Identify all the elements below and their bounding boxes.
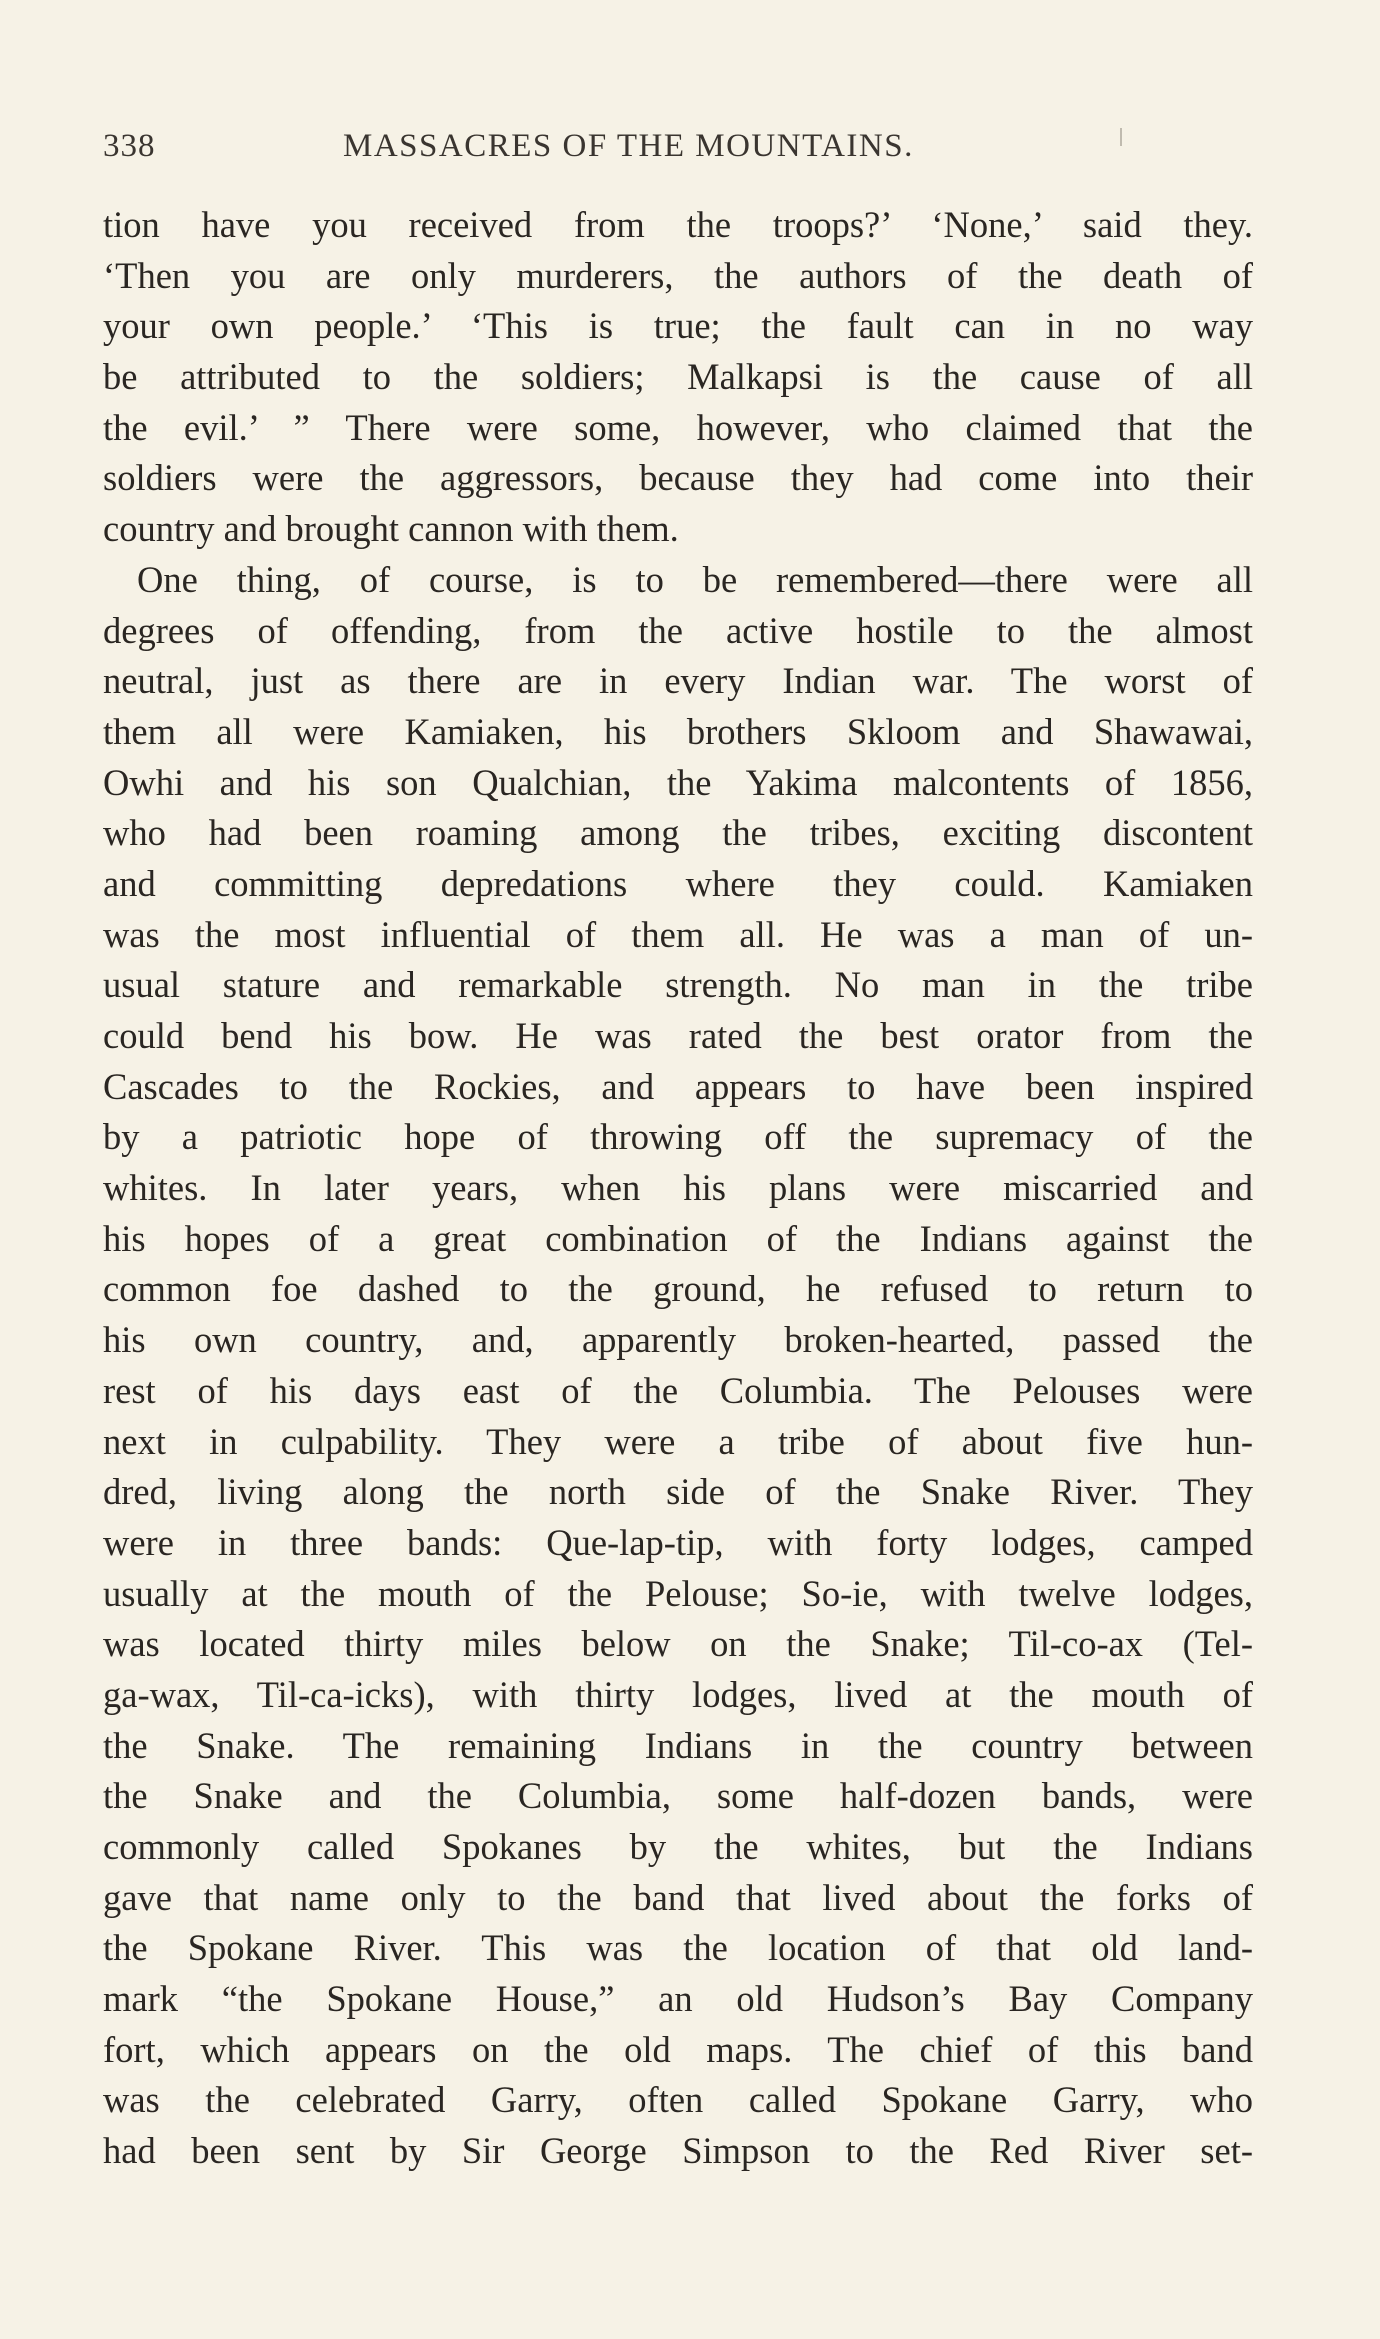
text-line: be attributed to the soldiers; Malkapsi is the cause of all (103, 356, 1253, 398)
running-head: MASSACRES OF THE MOUNTAINS. (343, 128, 914, 164)
text-line: was located thirty miles below on the Snake; Til-co-ax (Tel- (103, 1623, 1253, 1665)
text-line: rest of his days east of the Columbia. The Pelouses were (103, 1369, 1253, 1411)
text-line: had been sent by Sir George Simpson to the Red River set- (103, 2130, 1253, 2172)
text-line: and committing depredations where they could. Kamiaken (103, 862, 1253, 904)
text-line: your own people.’ ‘This is true; the fault can in no way (103, 305, 1253, 347)
text-line: the Snake. The remaining Indians in the country between (103, 1724, 1253, 1766)
text-line: were in three bands: Que-lap-tip, with forty lodges, camped (103, 1521, 1253, 1563)
text-line: the evil.’ ” There were some, however, who claimed that the (103, 406, 1253, 448)
text-line: commonly called Spokanes by the whites, but the Indians (103, 1826, 1253, 1867)
text-line: his own country, and, apparently broken-hearted, passed the (103, 1319, 1253, 1361)
text-line: gave that name only to the band that lived about the forks of (103, 1876, 1253, 1918)
text-line: Owhi and his son Qualchian, the Yakima malcontents of 1856, (103, 761, 1253, 803)
text-line: the Snake and the Columbia, some half-dozen bands, were (103, 1775, 1253, 1817)
text-line: ga-wax, Til-ca-icks), with thirty lodges, lived at the mouth of (103, 1673, 1253, 1715)
text-line: tion have you received from the troops?’ ‘None,’ said they. (103, 204, 1253, 245)
text-line: by a patriotic hope of throwing off the supremacy of the (103, 1116, 1253, 1158)
page-header (103, 128, 1253, 172)
text-line: neutral, just as there are in every Indian war. The worst of (103, 660, 1253, 702)
text-line: mark “the Spokane House,” an old Hudson’s Bay Company (103, 1978, 1253, 2020)
text-line: soldiers were the aggressors, because they had come into their (103, 457, 1253, 499)
text-line: them all were Kamiaken, his brothers Skloom and Shawawai, (103, 710, 1253, 752)
text-line: was the celebrated Garry, often called Spokane Garry, who (103, 2079, 1253, 2121)
text-line: was the most influential of them all. He was a man of un- (103, 913, 1253, 955)
text-line: fort, which appears on the old maps. The chief of this band (103, 2028, 1253, 2070)
text-line: usually at the mouth of the Pelouse; So-ie, with twelve lodges, (103, 1572, 1253, 1614)
body-text (103, 200, 1253, 2177)
text-line: country and brought cannon with them. (103, 508, 679, 550)
text-line: Cascades to the Rockies, and appears to have been inspired (103, 1065, 1253, 1107)
text-line: dred, living along the north side of the Snake River. They (103, 1471, 1253, 1513)
text-line: next in culpability. They were a tribe of about five hun- (103, 1420, 1253, 1462)
text-line: degrees of offending, from the active hostile to the almost (103, 609, 1253, 651)
text-line: One thing, of course, is to be remembered—there were all (137, 558, 1253, 600)
text-line: usual stature and remarkable strength. No man in the tribe (103, 964, 1253, 1006)
text-line: ‘Then you are only murderers, the authors of the death of (103, 254, 1253, 296)
text-line: whites. In later years, when his plans were miscarried and (103, 1167, 1253, 1209)
text-line: who had been roaming among the tribes, exciting discontent (103, 812, 1253, 854)
text-line: his hopes of a great combination of the Indians against the (103, 1217, 1253, 1259)
text-line: common foe dashed to the ground, he refused to return to (103, 1268, 1253, 1310)
text-line: could bend his bow. He was rated the best orator from the (103, 1015, 1253, 1056)
text-line: the Spokane River. This was the location of that old land- (103, 1927, 1253, 1969)
page-number: 338 (103, 128, 156, 164)
